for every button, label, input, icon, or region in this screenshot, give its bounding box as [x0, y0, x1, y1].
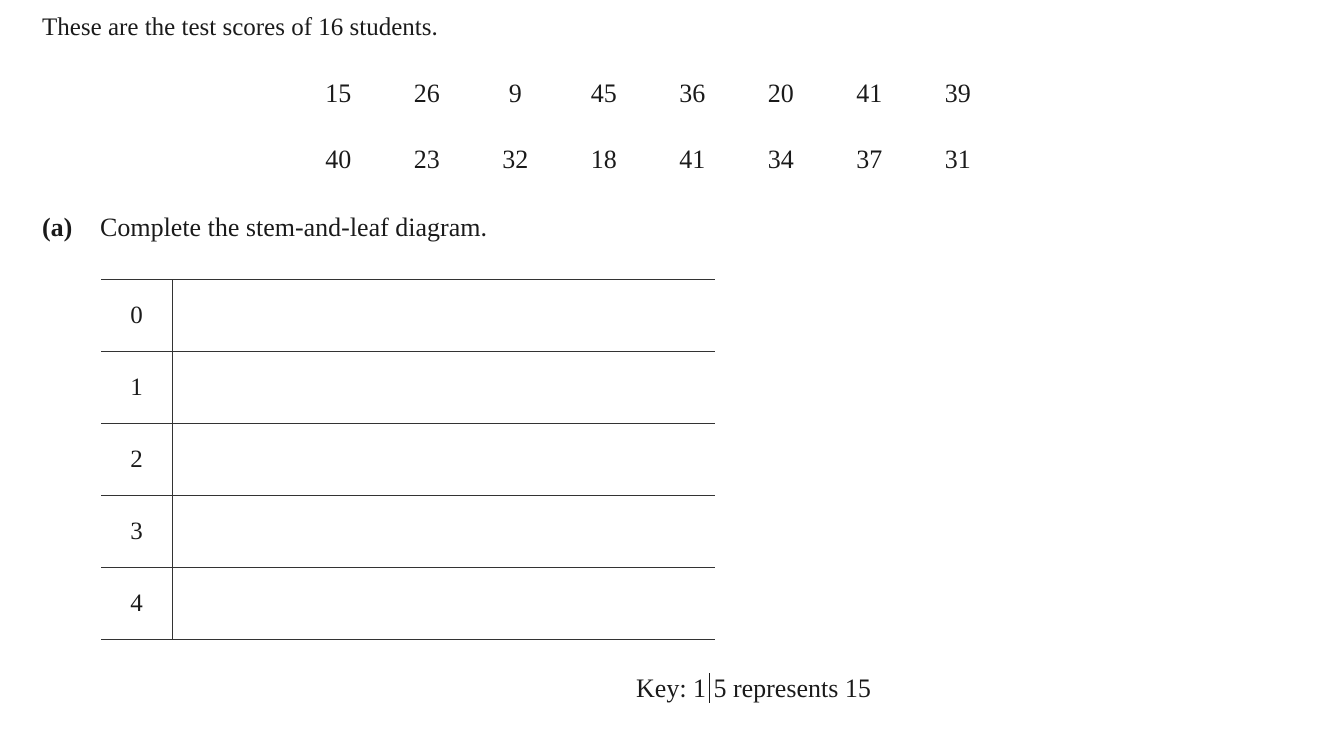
score-value: 31: [944, 145, 971, 174]
question-text: Complete the stem-and-leaf diagram.: [100, 213, 487, 242]
score-value: 18: [590, 145, 617, 174]
score-value: 9: [508, 79, 522, 108]
stem-cell: 0: [101, 280, 173, 352]
score-value: 26: [413, 79, 440, 108]
question-a: [42, 211, 487, 245]
leaf-answer-cell[interactable]: [173, 568, 716, 640]
leaf-answer-cell[interactable]: [173, 496, 716, 568]
score-value: 32: [502, 145, 529, 174]
stem-and-leaf-diagram: [101, 279, 715, 640]
score-value: 15: [325, 79, 352, 108]
stem-cell: 4: [101, 568, 173, 640]
score-value: 40: [325, 145, 352, 174]
score-value: 45: [590, 79, 617, 108]
stem-cell: 3: [101, 496, 173, 568]
key-stem: 1: [693, 674, 707, 703]
score-value: 41: [679, 145, 706, 174]
key-divider: [709, 673, 710, 703]
score-row-2: [294, 143, 1002, 177]
leaf-answer-cell[interactable]: [173, 352, 716, 424]
key-prefix: Key:: [636, 674, 694, 703]
key-leaf: 5: [713, 674, 727, 703]
leaf-answer-cell[interactable]: [173, 424, 716, 496]
score-value: 36: [679, 79, 706, 108]
diagram-row: [101, 568, 715, 640]
key-suffix: represents 15: [726, 674, 871, 703]
diagram-row: [101, 496, 715, 568]
diagram-key: [636, 672, 871, 706]
score-value: 37: [856, 145, 883, 174]
leaf-answer-cell[interactable]: [173, 280, 716, 352]
score-value: 39: [944, 79, 971, 108]
score-value: 34: [767, 145, 794, 174]
diagram-row: [101, 424, 715, 496]
stem-cell: 1: [101, 352, 173, 424]
stem-cell: 2: [101, 424, 173, 496]
question-label: (a): [42, 213, 73, 242]
diagram-row: [101, 352, 715, 424]
score-value: 23: [413, 145, 440, 174]
intro-text: These are the test scores of 16 students.: [42, 14, 438, 41]
score-row-1: [294, 77, 1002, 111]
score-value: 20: [767, 79, 794, 108]
score-value: 41: [856, 79, 883, 108]
diagram-row: [101, 280, 715, 352]
score-list: [0, 0, 1329, 200]
